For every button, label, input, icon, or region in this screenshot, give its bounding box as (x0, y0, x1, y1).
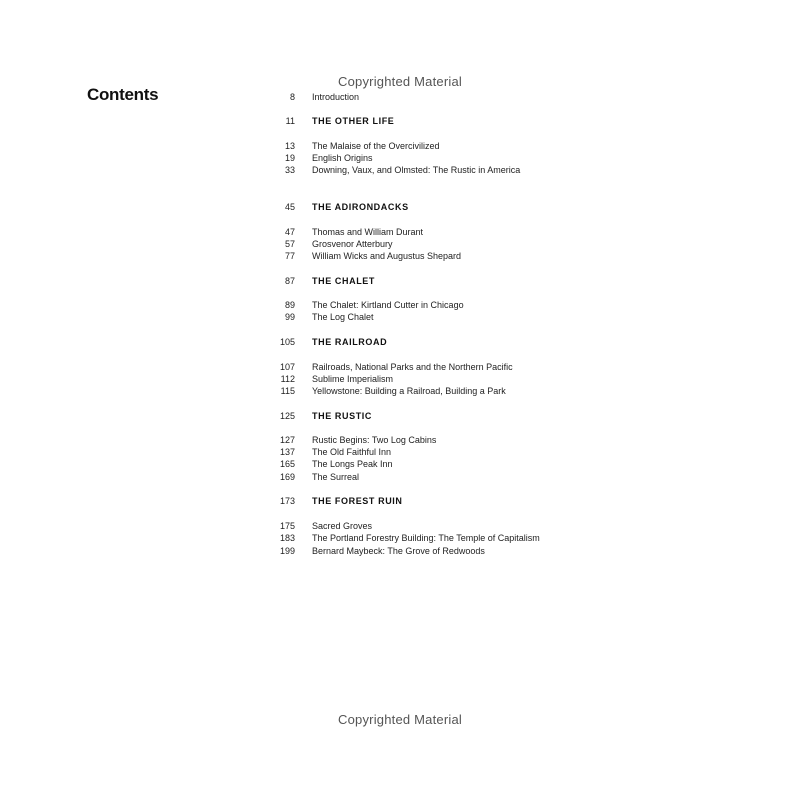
toc-page-number: 57 (284, 239, 295, 249)
toc-entry-title: Introduction (312, 92, 360, 102)
toc-entry-title: The Malaise of the Overcivilized (312, 141, 440, 151)
toc-entry-title: Downing, Vaux, and Olmsted: The Rustic in America (312, 165, 521, 175)
toc-page-number: 11 (285, 116, 295, 126)
toc-section-title: THE RUSTIC (312, 411, 372, 421)
toc-section-title: THE OTHER LIFE (312, 116, 395, 126)
toc-entry-title: Bernard Maybeck: The Grove of Redwoods (312, 546, 485, 556)
toc-page-number: 105 (279, 337, 295, 347)
toc-page-number: 107 (279, 362, 295, 372)
toc-entry-title: The Portland Forestry Building: The Temple of Capitalism (312, 533, 540, 543)
toc-entry-title: The Surreal (312, 472, 360, 482)
toc-page-number: 87 (284, 276, 295, 286)
toc-entry-title: The Log Chalet (312, 312, 374, 322)
toc-page-number: 183 (279, 533, 295, 543)
toc-page-number: 33 (284, 165, 295, 175)
toc-entry-title: The Old Faithful Inn (312, 447, 392, 457)
toc-page-number: 169 (279, 472, 295, 482)
toc-page-number: 127 (279, 435, 295, 445)
toc-entry-title: Grosvenor Atterbury (312, 239, 393, 249)
toc-page-number: 47 (284, 227, 295, 237)
toc-page-number: 125 (279, 411, 295, 421)
toc-section-title: THE CHALET (312, 276, 375, 286)
toc-entry-title: Sacred Groves (312, 521, 373, 531)
toc-entry-title: The Chalet: Kirtland Cutter in Chicago (312, 300, 464, 310)
toc-section-title: THE RAILROAD (312, 337, 388, 347)
toc-page-number: 8 (289, 92, 295, 102)
copyright-watermark-bottom: Copyrighted Material (338, 712, 462, 727)
toc-page-number: 77 (284, 251, 295, 261)
toc-section-title: THE ADIRONDACKS (312, 202, 409, 212)
toc-page-number: 173 (279, 496, 295, 506)
toc-entry-title: Railroads, National Parks and the Northern Pacific (312, 362, 513, 372)
toc-page-number: 137 (279, 447, 295, 457)
toc-page-number: 45 (284, 202, 295, 212)
toc-page-number: 13 (284, 141, 295, 151)
toc-page-number: 112 (280, 374, 295, 384)
toc-section-title: THE FOREST RUIN (312, 496, 403, 506)
toc-entry-title: Thomas and William Durant (312, 227, 424, 237)
copyright-watermark-top: Copyrighted Material (338, 74, 462, 89)
toc-entry-title: The Longs Peak Inn (312, 459, 393, 469)
toc-page-number: 115 (280, 386, 295, 396)
page-title: Contents (87, 85, 159, 104)
toc-page-number: 99 (284, 312, 295, 322)
toc-page-number: 19 (284, 153, 295, 163)
toc-entry-title: Yellowstone: Building a Railroad, Building a Park (312, 386, 506, 396)
toc-entry-title: Rustic Begins: Two Log Cabins (312, 435, 437, 445)
toc-page-number: 165 (279, 459, 295, 469)
toc-page-number: 89 (284, 300, 295, 310)
toc-page-number: 175 (279, 521, 295, 531)
toc-entry-title: William Wicks and Augustus Shepard (312, 251, 462, 261)
toc-entry-title: English Origins (312, 153, 373, 163)
toc-entry-title: Sublime Imperialism (312, 374, 394, 384)
toc-page-number: 199 (279, 546, 295, 556)
